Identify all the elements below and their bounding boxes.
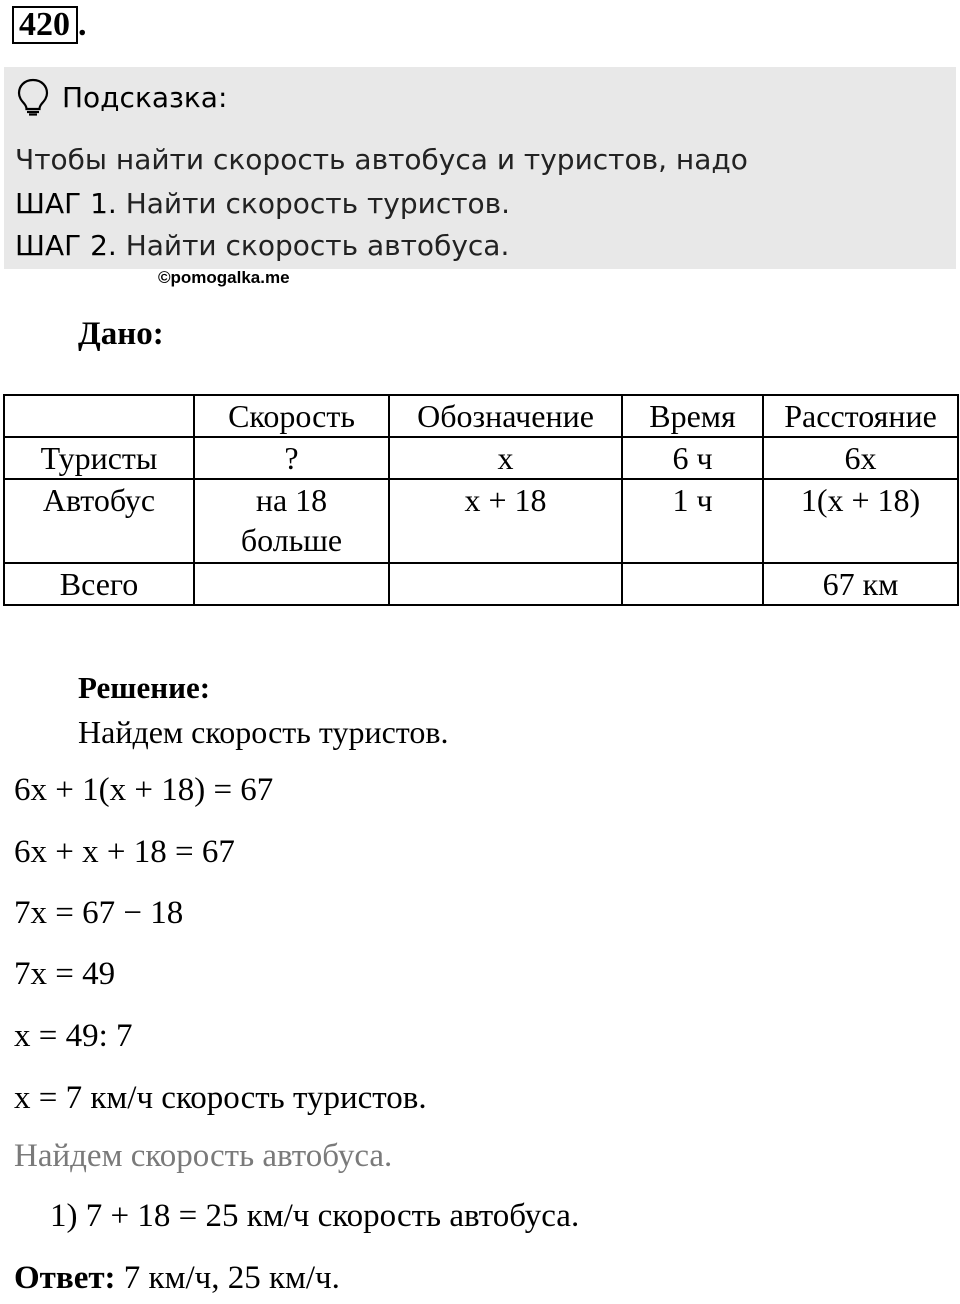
table-cell: Всего <box>4 563 194 605</box>
table-cell: Автобус <box>4 479 194 563</box>
solution-step2-heading: Найдем скорость автобуса. <box>14 1138 393 1174</box>
task-number-box: 420 <box>12 6 78 44</box>
equation-line: 7x = 67 − 18 <box>14 895 184 931</box>
table-cell <box>622 563 763 605</box>
hint-header <box>16 77 227 117</box>
table-header-row <box>4 395 958 437</box>
hint-step-label: ШАГ 1. <box>15 187 117 220</box>
table-row <box>4 479 958 563</box>
hint-step-1 <box>15 187 510 220</box>
solution-step2-line: 1) 7 + 18 = 25 км/ч скорость автобуса. <box>50 1198 580 1234</box>
table-header-cell: Время <box>622 395 763 437</box>
given-title: Дано: <box>78 316 164 352</box>
lightbulb-icon <box>16 77 50 117</box>
answer-text: 7 км/ч, 25 км/ч. <box>115 1260 340 1296</box>
hint-step-text: Найти скорость туристов. <box>116 187 511 220</box>
table-cell <box>389 563 622 605</box>
table-header-cell: Расстояние <box>763 395 958 437</box>
watermark: ©pomogalka.me <box>158 268 290 287</box>
equation-line: 6x + x + 18 = 67 <box>14 834 235 870</box>
table-cell: 1 ч <box>622 479 763 563</box>
answer-line <box>14 1260 340 1297</box>
hint-step-text: Найти скорость автобуса. <box>116 229 510 262</box>
equation-line: 7x = 49 <box>14 956 116 992</box>
hint-intro: Чтобы найти скорость автобуса и туристов, надо <box>15 143 748 176</box>
table-cell <box>194 563 389 605</box>
hint-step-2 <box>15 229 509 262</box>
table-cell: 6x <box>763 437 958 479</box>
hint-title: Подсказка: <box>62 80 228 114</box>
answer-label: Ответ: <box>14 1260 116 1296</box>
solution-step1-heading: Найдем скорость туристов. <box>78 714 449 750</box>
table-cell: 6 ч <box>622 437 763 479</box>
table-cell: ? <box>194 437 389 479</box>
equation-line: x = 7 км/ч скорость туристов. <box>14 1080 427 1116</box>
hint-box <box>4 67 956 269</box>
equation-line: 6x + 1(x + 18) = 67 <box>14 772 274 808</box>
table-header-cell: Обозначение <box>389 395 622 437</box>
equation-line: x = 49: 7 <box>14 1018 133 1054</box>
table-header-cell: Скорость <box>194 395 389 437</box>
table-row <box>4 437 958 479</box>
task-number: 420 . <box>12 6 87 44</box>
table-cell: x <box>389 437 622 479</box>
hint-step-label: ШАГ 2. <box>15 229 117 262</box>
table-cell: 1(x + 18) <box>763 479 958 563</box>
table-cell: x + 18 <box>389 479 622 563</box>
given-table <box>3 394 959 606</box>
table-cell: 67 км <box>763 563 958 605</box>
table-header-cell <box>4 395 194 437</box>
table-cell: Туристы <box>4 437 194 479</box>
solution-title: Решение: <box>78 670 211 705</box>
table-row <box>4 563 958 605</box>
table-cell: на 18 больше <box>194 479 389 563</box>
